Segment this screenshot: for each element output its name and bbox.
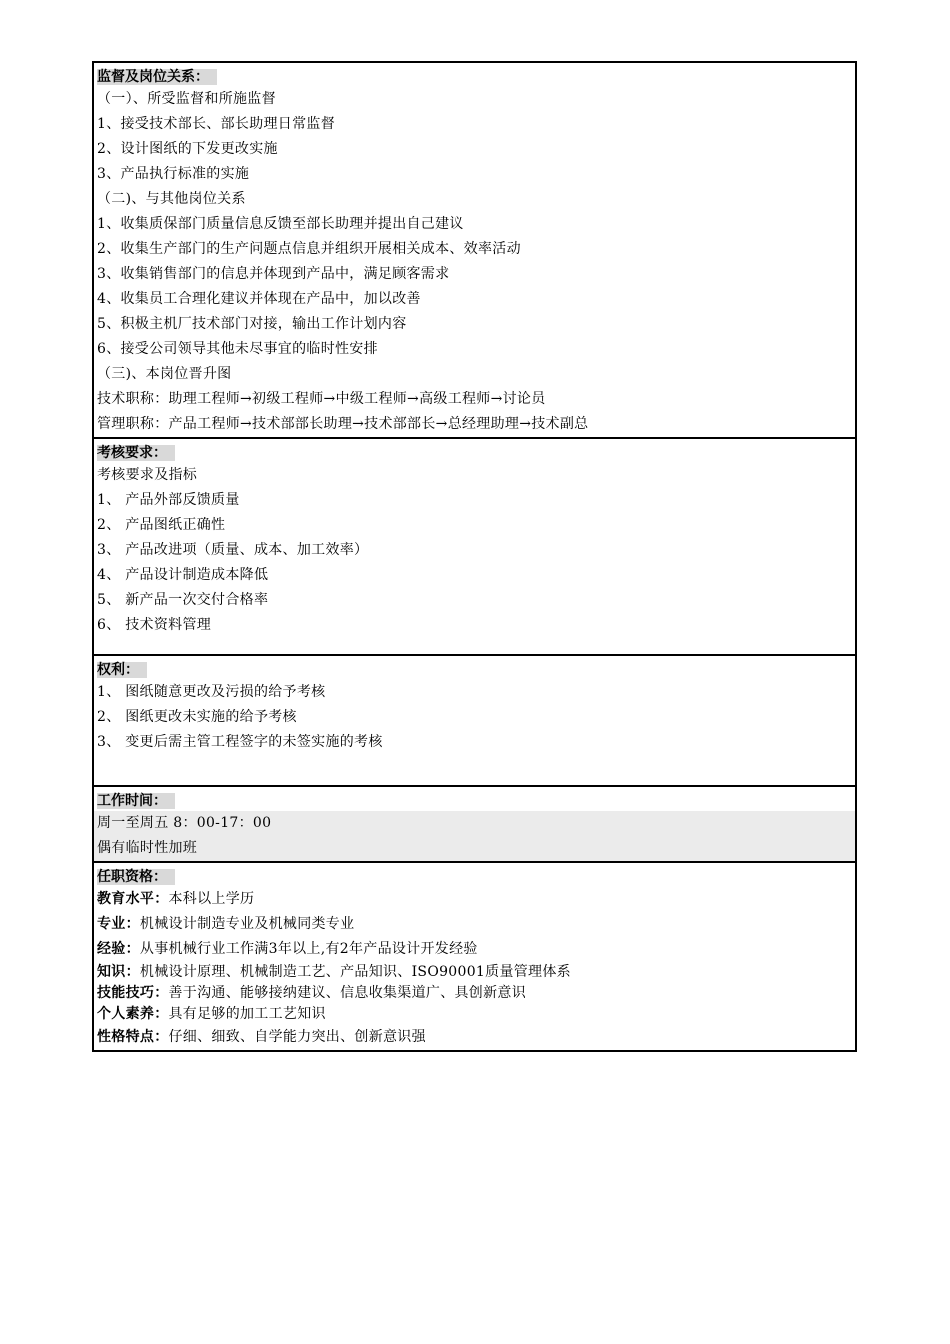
rights-section xyxy=(94,656,855,787)
section-title: 监督及岗位关系： xyxy=(97,63,855,87)
text-line: （一）、所受监督和所施监督 xyxy=(97,91,276,107)
qualification-row xyxy=(97,1004,855,1025)
qualification-value: 本科以上学历 xyxy=(168,891,255,907)
text-line: 2、 产品图纸正确性 xyxy=(97,517,226,533)
qualification-label: 个人素养： xyxy=(97,1006,169,1022)
qualification-value: 机械设计原理、机械制造工艺、产品知识、ISO90001质量管理体系 xyxy=(139,964,571,980)
qualifications-section xyxy=(94,863,855,1050)
assessment-section xyxy=(94,439,855,656)
text-line: 2、设计图纸的下发更改实施 xyxy=(97,141,278,157)
qualification-value: 善于沟通、能够接纳建议、信息收集渠道广、具创新意识 xyxy=(168,985,526,1001)
section-title: 考核要求： xyxy=(97,439,855,463)
text-line: 偶有临时性加班 xyxy=(94,836,855,861)
job-description-table xyxy=(92,61,857,1052)
worktime-section xyxy=(94,787,855,863)
text-line: 3、 产品改进项（质量、成本、加工效率） xyxy=(97,542,369,558)
text-line: 周一至周五 8：00-17：00 xyxy=(94,811,855,836)
section-title: 任职资格： xyxy=(97,863,855,887)
text-line: 考核要求及指标 xyxy=(97,467,198,483)
text-line: 3、 变更后需主管工程签字的未签实施的考核 xyxy=(97,734,383,750)
text-line: 管理职称：产品工程师→技术部部长助理→技术部部长→总经理助理→技术副总 xyxy=(97,416,589,432)
text-line: 1、接受技术部长、部长助理日常监督 xyxy=(97,116,336,132)
qualification-row xyxy=(97,887,855,912)
qualification-row xyxy=(97,962,855,983)
text-line: 1、 产品外部反馈质量 xyxy=(97,492,240,508)
text-line: 3、产品执行标准的实施 xyxy=(97,166,250,182)
supervision-section xyxy=(94,63,855,439)
qualification-label: 性格特点： xyxy=(97,1029,169,1045)
text-line: 1、收集质保部门质量信息反馈至部长助理并提出自己建议 xyxy=(97,216,464,232)
qualification-row xyxy=(97,912,855,937)
qualification-label: 教育水平： xyxy=(97,891,169,907)
text-line: （三)、本岗位晋升图 xyxy=(97,366,232,382)
blank-row xyxy=(97,755,855,785)
qualification-label: 专业： xyxy=(97,916,140,932)
text-line: 2、 图纸更改未实施的给予考核 xyxy=(97,709,297,725)
qualification-label: 知识： xyxy=(97,964,140,980)
text-line: 2、收集生产部门的生产问题点信息并组织开展相关成本、效率活动 xyxy=(97,241,521,257)
qualification-row xyxy=(97,983,855,1004)
qualification-value: 从事机械行业工作满3年以上,有2年产品设计开发经验 xyxy=(139,941,478,957)
section-title: 工作时间： xyxy=(97,787,855,811)
text-line: 6、 技术资料管理 xyxy=(97,617,212,633)
text-line: 5、积极主机厂技术部门对接，输出工作计划内容 xyxy=(97,316,407,332)
text-line: 技术职称：助理工程师→初级工程师→中级工程师→高级工程师→讨论员 xyxy=(97,391,546,407)
text-line: 5、 新产品一次交付合格率 xyxy=(97,592,269,608)
section-title: 权利： xyxy=(97,656,855,680)
qualification-value: 仔细、细致、自学能力突出、创新意识强 xyxy=(168,1029,426,1045)
qualification-value: 机械设计制造专业及机械同类专业 xyxy=(139,916,355,932)
text-line: 3、收集销售部门的信息并体现到产品中，满足顾客需求 xyxy=(97,266,450,282)
text-line: （二)、与其他岗位关系 xyxy=(97,191,246,207)
qualification-row xyxy=(97,1025,855,1050)
qualification-label: 经验： xyxy=(97,941,140,957)
text-line: 1、 图纸随意更改及污损的给予考核 xyxy=(97,684,326,700)
text-line: 4、收集员工合理化建议并体现在产品中，加以改善 xyxy=(97,291,421,307)
blank-row xyxy=(97,638,855,654)
text-line: 6、接受公司领导其他未尽事宜的临时性安排 xyxy=(97,341,378,357)
qualification-label: 技能技巧： xyxy=(97,985,169,1001)
text-line: 4、 产品设计制造成本降低 xyxy=(97,567,269,583)
qualification-value: 具有足够的加工工艺知识 xyxy=(168,1006,326,1022)
qualification-row xyxy=(97,937,855,962)
